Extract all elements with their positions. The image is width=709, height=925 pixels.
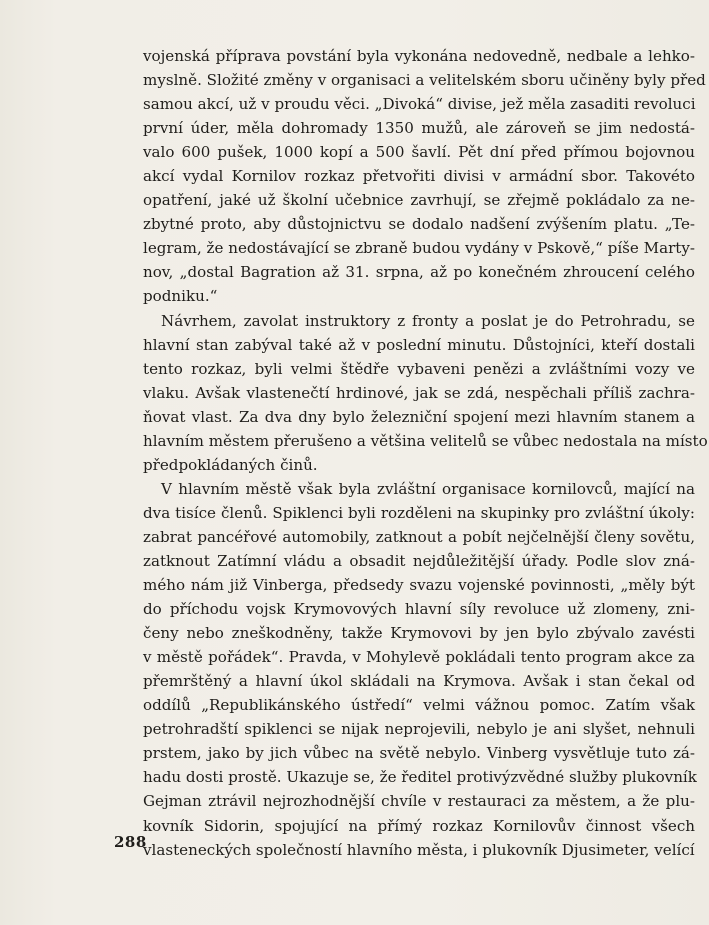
text-line: zabrat pancéřové automobily, zatknout a pobít nejčelnější členy sovětu, [143, 527, 695, 546]
text-line: vojenská příprava povstání byla vykonána nedovedně, nedbale a lehko- [143, 47, 695, 65]
text-line: přemrštěný a hlavní úkol skládali na Krymova. Avšak i stan čekal od [143, 672, 695, 691]
text-line: předpokládaných činů. [143, 455, 318, 474]
text-line: první úder, měla dohromady 1350 mužů, ale zároveň se jim nedostá- [143, 119, 695, 138]
body-text [143, 44, 708, 862]
paragraph [143, 477, 695, 862]
text-line: samou akcí, už v proudu věci. „Divoká“ divise, jež měla zasaditi revoluci [143, 95, 696, 114]
page-number: 288 [114, 833, 147, 851]
text-line: prstem, jako by jich vůbec na světě nebylo. Vinberg vysvětluje tuto zá- [143, 744, 695, 763]
paragraph [143, 44, 706, 309]
text-line: dva tisíce členů. Spiklenci byli rozděleni na skupinky pro zvláštní úkoly: [143, 503, 695, 522]
text-line: v městě pořádek“. Pravda, v Mohylevě pokládali tento program akce za [143, 648, 695, 667]
text-line: zatknout Zatímní vládu a obsadit nejdůležitější úřady. Podle slov zná- [143, 551, 695, 570]
text-line: opatření, jaké už školní učebnice zavrhují, se zřejmě pokládalo za ne- [143, 191, 695, 210]
text-line: kovník Sidorin, spojující na přímý rozkaz Kornilovův činnost všech [143, 816, 695, 835]
text-line: vlasteneckých společností hlavního města, i plukovník Djusimeter, velící [143, 840, 695, 859]
text-line: V hlavním městě však byla zvláštní organisace kornilovců, mající na [161, 479, 695, 498]
text-line: čeny nebo zneškodněny, takže Krymovovi by jen bylo zbývalo zavésti [143, 624, 695, 643]
text-line: do příchodu vojsk Krymovových hlavní síly revoluce už zlomeny, zni- [143, 600, 695, 619]
text-line: valo 600 pušek, 1000 kopí a 500 šavlí. Pět dní před přímou bojovnou [143, 143, 695, 162]
text-line: oddílů „Republikánského ústředí“ velmi vážnou pomoc. Zatím však [143, 696, 695, 715]
text-line: akcí vydal Kornilov rozkaz přetvořiti divisi v armádní sbor. Takovéto [143, 167, 695, 186]
text-line: mého nám již Vinberga, předsedy svazu vojenské povinnosti, „měly být [143, 576, 695, 595]
text-line: ňovat vlast. Za dva dny bylo železniční spojení mezi hlavním stanem a [143, 407, 695, 426]
text-line: nov, „dostal Bagration až 31. srpna, až po konečném zhroucení celého [143, 263, 695, 282]
text-line: hlavním městem přerušeno a většina velitelů se vůbec nedostala na místo [143, 431, 708, 450]
text-line: tento rozkaz, byli velmi štědře vybaveni penězi a zvláštními vozy ve [143, 359, 695, 378]
text-line: petrohradští spiklenci se nijak neprojevili, nebylo je ani slyšet, nehnuli [143, 720, 695, 739]
text-line: Gejman ztrávil nejrozhodnější chvíle v restauraci za městem, a že plu- [143, 792, 695, 811]
text-line: zbytné proto, aby důstojnictvu se dodalo nadšení zvýšením platu. „Te- [143, 215, 695, 234]
text-line: vlaku. Avšak vlastenečtí hrdinové, jak se zdá, nespěchali příliš zachra- [143, 383, 695, 402]
text-line: legram, že nedostávající se zbraně budou vydány v Pskově,“ píše Marty- [143, 239, 695, 258]
text-line: hadu dosti prostě. Ukazuje se, že ředitel protivýzvědné služby plukovník [143, 768, 697, 787]
text-line: podniku.“ [143, 287, 218, 306]
text-line: hlavní stan zabýval také až v poslední minutu. Důstojníci, kteří dostali [143, 335, 695, 354]
paragraph [143, 309, 708, 477]
text-line: myslně. Složité změny v organisaci a velitelském sboru učiněny byly před [143, 71, 706, 90]
text-line: Návrhem, zavolat instruktory z fronty a poslat je do Petrohradu, se [161, 311, 695, 330]
